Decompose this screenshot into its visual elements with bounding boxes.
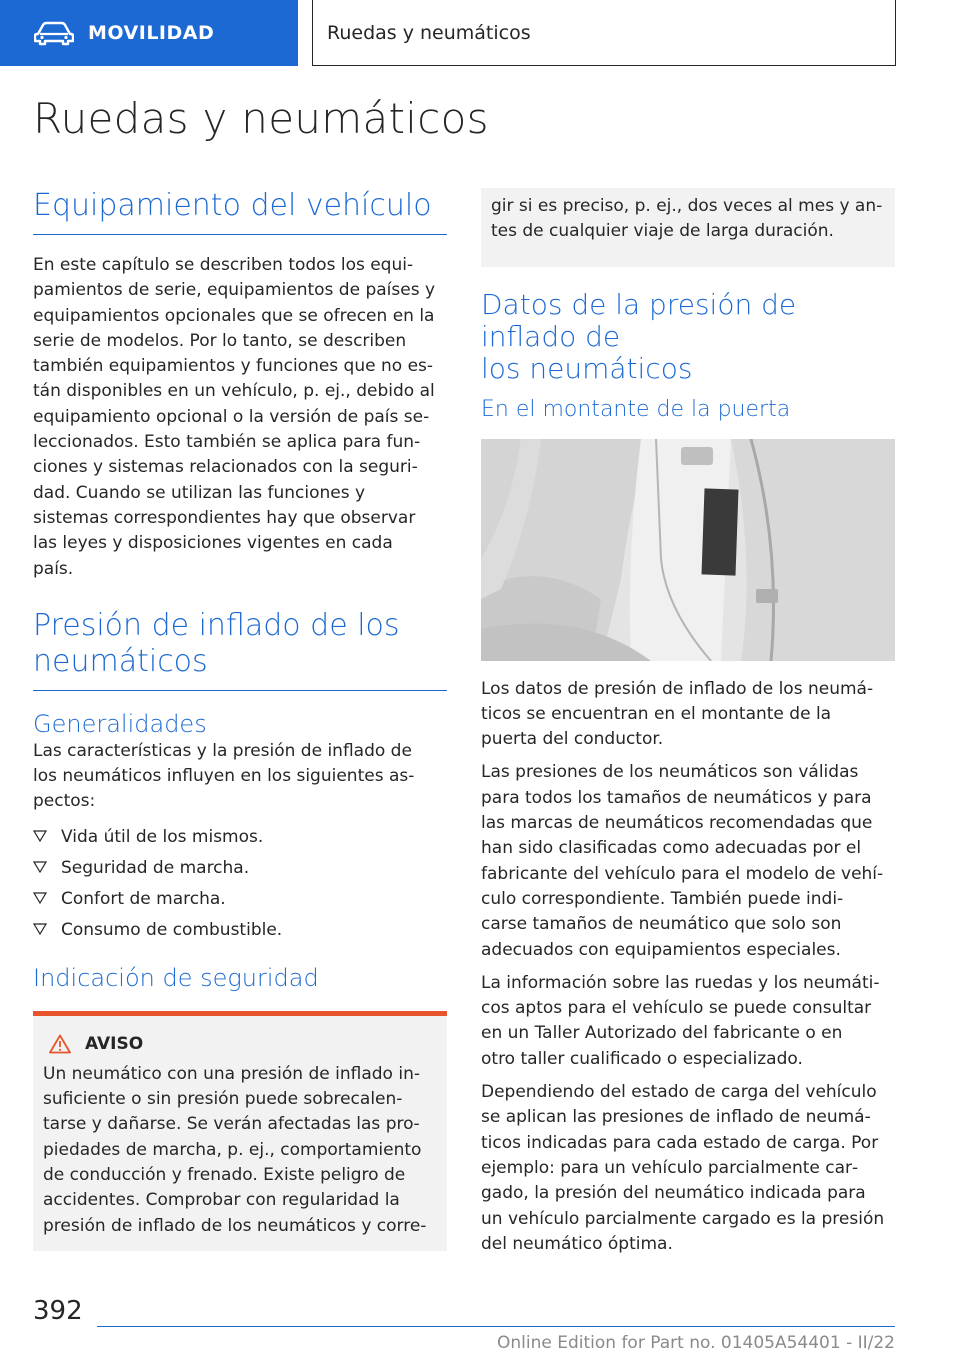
general-heading: Generalidades <box>33 709 207 738</box>
text-line: las marcas de neumáticos recomendadas que <box>481 813 873 834</box>
left-column <box>33 188 447 1251</box>
section-label: MOVILIDAD <box>88 22 215 44</box>
list-item-text: Vida útil de los mismos. <box>61 826 264 847</box>
door-pillar-photo <box>481 439 895 661</box>
text-line: ticos se encuentran en el montante de la <box>481 703 832 724</box>
general-paragraph <box>33 739 447 815</box>
text-line: sistemas correspondientes hay que observar <box>33 507 416 528</box>
text-line: Las presiones de los neumáticos son válidas <box>481 762 859 783</box>
car-icon <box>34 20 74 46</box>
text-line: ciones y sistemas relacionados con la seguri‐ <box>33 457 418 478</box>
right-column <box>481 188 895 1257</box>
text-line: gir si es preciso, p. ej., dos veces al mes y an‐ <box>491 196 883 216</box>
footer-divider <box>97 1326 895 1327</box>
bullet-triangle-icon <box>33 830 47 842</box>
list-item-text: Consumo de combustible. <box>61 919 283 940</box>
text-line: han sido clasificadas como adecuadas por el <box>481 838 862 859</box>
warning-header <box>49 1034 437 1054</box>
text-line: piedades de marcha, p. ej., comportamiento <box>43 1139 422 1160</box>
text-line: en un Taller Autorizado del fabricante o en <box>481 1023 843 1044</box>
list-item-text: Seguridad de marcha. <box>61 857 250 878</box>
text-line: un vehículo parcialmente cargado es la presión <box>481 1208 885 1229</box>
top-bar <box>0 0 960 66</box>
paragraph-workshop <box>481 971 895 1072</box>
text-line: presión de inflado de los neumáticos y corre‐ <box>43 1215 427 1236</box>
text-line: serie de modelos. Por lo tanto, se describen <box>33 330 407 351</box>
data-heading-line: Datos de la presión de inflado de <box>481 287 797 353</box>
warning-box <box>33 1011 447 1251</box>
safety-heading: Indicación de seguridad <box>33 963 319 992</box>
door-pillar-heading: En el montante de la puerta <box>481 396 791 422</box>
text-line: culo correspondiente. También puede indi‐ <box>481 888 844 909</box>
equipment-heading-text: Equipamiento del vehículo <box>33 188 432 223</box>
text-line: Los datos de presión de inflado de los neumá‐ <box>481 678 874 699</box>
pressure-heading-line: neumáticos <box>33 643 208 679</box>
data-heading-line: los neumáticos <box>481 351 693 385</box>
text-line: adecuados con equipamientos especiales. <box>481 939 841 960</box>
text-line: equipamiento opcional o la versión de país se‐ <box>33 406 430 427</box>
paragraph-location <box>481 677 895 753</box>
equipment-heading <box>33 188 447 235</box>
text-line: las leyes y disposiciones vigentes en cada <box>33 533 393 554</box>
text-line: del neumático óptima. <box>481 1233 673 1254</box>
data-heading <box>481 289 895 385</box>
text-line: otro taller cualificado o especializado. <box>481 1048 803 1069</box>
text-line: para todos los tamaños de neumáticos y para <box>481 787 872 808</box>
text-line: tes de cualquier viaje de larga duración. <box>491 221 834 242</box>
text-line: país. <box>33 558 74 579</box>
breadcrumb-text: Ruedas y neumáticos <box>327 21 531 44</box>
bullet-triangle-icon <box>33 861 47 873</box>
text-line: La información sobre las ruedas y los neumáti‐ <box>481 972 880 993</box>
text-line: fabricante del vehículo para el modelo de vehí‐ <box>481 863 884 884</box>
warning-triangle-icon <box>49 1034 71 1054</box>
text-line: de conducción y frenado. Existe peligro de <box>43 1164 406 1185</box>
list-item <box>33 856 447 881</box>
text-line: suficiente o sin presión puede sobrecalen‐ <box>43 1089 403 1110</box>
equipment-paragraph <box>33 253 447 582</box>
text-line: Un neumático con una presión de inflado in‐ <box>43 1063 420 1084</box>
text-line: gado, la presión del neumático indicada para <box>481 1183 866 1204</box>
text-line: Dependiendo del estado de carga del vehículo <box>481 1082 877 1103</box>
paragraph-validity <box>481 760 895 962</box>
text-line: accidentes. Comprobar con regularidad la <box>43 1190 400 1211</box>
text-line: carse tamaños de neumático que solo son <box>481 914 842 935</box>
text-line: Las características y la presión de inflado de <box>33 740 412 761</box>
pressure-heading-line: Presión de inflado de los <box>33 607 400 643</box>
text-line: se aplican las presiones de inflado de neumá‐ <box>481 1107 871 1128</box>
section-tab[interactable] <box>0 0 298 66</box>
bullet-triangle-icon <box>33 923 47 935</box>
breadcrumb[interactable] <box>312 0 896 66</box>
text-line: los neumáticos influyen en los siguientes as‐ <box>33 766 415 787</box>
aspects-list <box>33 825 447 943</box>
pressure-heading <box>33 608 447 691</box>
text-line: también equipamientos y funciones que no es‐ <box>33 356 434 377</box>
text-line: ticos indicadas para cada estado de carga. Por <box>481 1132 879 1153</box>
text-line: tarse y dañarse. Se verán afectadas las pro‐ <box>43 1114 420 1135</box>
page-title: Ruedas y neumáticos <box>33 94 489 143</box>
text-line: leccionados. Esto también se aplica para fun‐ <box>33 432 421 453</box>
list-item <box>33 825 447 850</box>
text-line: cos aptos para el vehículo se puede consultar <box>481 998 872 1019</box>
warning-continuation <box>481 188 895 267</box>
text-line: dad. Cuando se utilizan las funciones y <box>33 482 366 503</box>
edition-label: Online Edition for Part no. 01405A54401 - II/22 <box>496 1333 895 1353</box>
page-number: 392 <box>33 1296 83 1326</box>
warning-label: AVISO <box>85 1033 144 1054</box>
list-item-text: Confort de marcha. <box>61 888 226 909</box>
text-line: tán disponibles en un vehículo, p. ej., debido al <box>33 381 435 402</box>
text-line: pamientos de serie, equipamientos de países y <box>33 280 436 301</box>
text-line: ejemplo: para un vehículo parcialmente car‐ <box>481 1157 859 1178</box>
paragraph-load-state <box>481 1080 895 1257</box>
bullet-triangle-icon <box>33 892 47 904</box>
text-line: puerta del conductor. <box>481 729 664 750</box>
list-item <box>33 918 447 943</box>
warning-continuation-text <box>491 194 885 245</box>
text-line: En este capítulo se describen todos los equi‐ <box>33 255 414 275</box>
list-item <box>33 887 447 912</box>
warning-text <box>43 1062 437 1239</box>
text-line: equipamientos opcionales que se ofrecen en la <box>33 305 435 326</box>
text-line: pectos: <box>33 791 96 812</box>
